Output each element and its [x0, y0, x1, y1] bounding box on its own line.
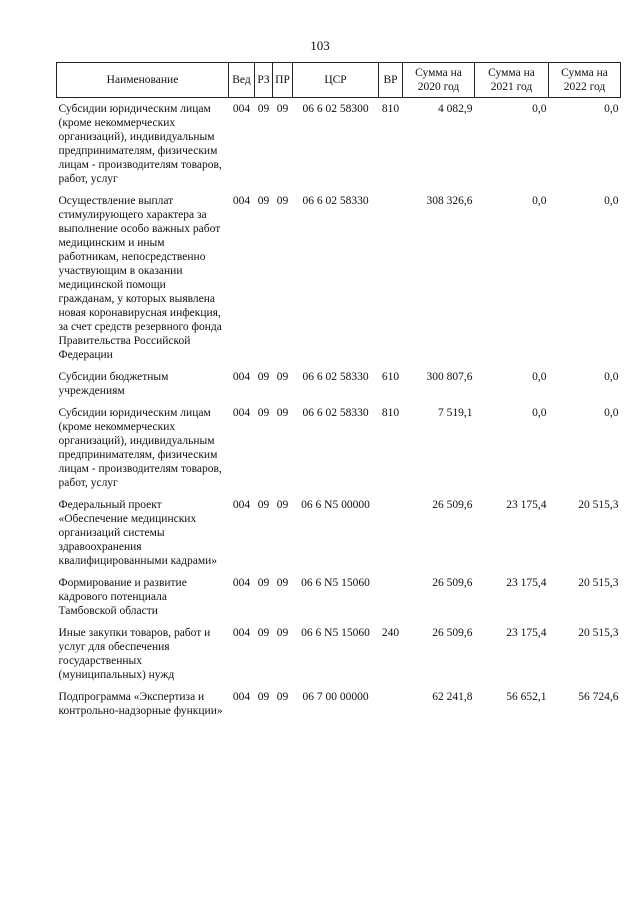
table-header-row	[57, 63, 621, 98]
cell-sum-2022: 0,0	[604, 371, 619, 383]
cell-vr: 610	[381, 371, 400, 383]
cell-sum-2021: 0,0	[532, 103, 547, 115]
cell-sum-2020: 4 082,9	[438, 103, 473, 115]
budget-table	[56, 62, 621, 722]
cell-ved: 004	[232, 103, 251, 115]
header-csr: ЦСР	[293, 63, 379, 98]
table-row	[57, 494, 621, 572]
cell-ved: 004	[232, 499, 251, 511]
cell-sum-2022: 20 515,3	[578, 499, 619, 511]
table-row	[57, 98, 621, 191]
table-row	[57, 366, 621, 402]
table-body	[57, 98, 621, 723]
cell-csr: 06 7 00 00000	[302, 691, 369, 703]
cell-ved: 004	[232, 371, 251, 383]
cell-name: Субсидии бюджетным учреждениям	[58, 371, 169, 397]
cell-csr: 06 6 N5 15060	[301, 577, 370, 589]
cell-sum-2021: 23 175,4	[506, 499, 547, 511]
header-name: Наименование	[57, 63, 229, 98]
cell-csr: 06 6 02 58330	[302, 371, 369, 383]
cell-name: Осуществление выплат стимулирующего характера за выполнение особо важных работ медицинским и иным работникам, непосредственно участвующим в оказании медицинской помощи гражданам, у которых выявлена новая коронавирусная инфекция, за счет средств резервного фонда Правительства Российской Федерации	[58, 195, 222, 361]
cell-sum-2022: 0,0	[604, 103, 619, 115]
table-row	[57, 402, 621, 494]
cell-rz: 09	[257, 407, 270, 419]
cell-csr: 06 6 02 58330	[302, 195, 369, 207]
cell-sum-2022: 0,0	[604, 407, 619, 419]
cell-vr	[379, 572, 403, 622]
cell-name: Федеральный проект «Обеспечение медицинских организаций системы здравоохранения квалифицированными кадрами»	[58, 499, 218, 567]
cell-pr: 09	[276, 499, 289, 511]
cell-sum-2022: 20 515,3	[578, 577, 619, 589]
cell-sum-2021: 0,0	[532, 195, 547, 207]
header-sum-2022: Сумма на 2022 год	[549, 63, 621, 98]
cell-rz: 09	[257, 103, 270, 115]
cell-pr: 09	[276, 371, 289, 383]
cell-name: Иные закупки товаров, работ и услуг для обеспечения государственных (муниципальных) нужд	[58, 627, 211, 681]
cell-ved: 004	[232, 195, 251, 207]
cell-sum-2021: 0,0	[532, 407, 547, 419]
cell-pr: 09	[276, 691, 289, 703]
table-row	[57, 572, 621, 622]
cell-sum-2020: 300 807,6	[426, 371, 473, 383]
cell-csr: 06 6 02 58300	[302, 103, 369, 115]
cell-pr: 09	[276, 103, 289, 115]
header-ved: Вед	[229, 63, 255, 98]
cell-vr: 810	[381, 103, 400, 115]
cell-pr: 09	[276, 577, 289, 589]
cell-sum-2021: 23 175,4	[506, 627, 547, 639]
header-sum-2020: Сумма на 2020 год	[403, 63, 475, 98]
cell-sum-2021: 56 652,1	[506, 691, 547, 703]
cell-sum-2022: 20 515,3	[578, 627, 619, 639]
header-sum-2021: Сумма на 2021 год	[475, 63, 549, 98]
cell-ved: 004	[232, 627, 251, 639]
table-row	[57, 190, 621, 366]
cell-sum-2020: 26 509,6	[432, 499, 473, 511]
cell-rz: 09	[257, 691, 270, 703]
cell-vr: 240	[381, 627, 400, 639]
cell-name: Субсидии юридическим лицам (кроме некоммерческих организаций), индивидуальным предпринимателям, физическим лицам - производителям товаров, работ, услуг	[58, 103, 222, 185]
table-row	[57, 686, 621, 722]
cell-rz: 09	[257, 371, 270, 383]
cell-csr: 06 6 02 58330	[302, 407, 369, 419]
cell-sum-2022: 56 724,6	[578, 691, 619, 703]
cell-sum-2021: 23 175,4	[506, 577, 547, 589]
cell-rz: 09	[257, 499, 270, 511]
cell-vr	[379, 686, 403, 722]
cell-ved: 004	[232, 577, 251, 589]
cell-rz: 09	[257, 577, 270, 589]
cell-csr: 06 6 N5 00000	[301, 499, 370, 511]
cell-vr	[379, 190, 403, 366]
cell-vr: 810	[381, 407, 400, 419]
cell-pr: 09	[276, 627, 289, 639]
cell-rz: 09	[257, 627, 270, 639]
cell-sum-2020: 62 241,8	[432, 691, 473, 703]
cell-sum-2020: 26 509,6	[432, 627, 473, 639]
cell-name: Подпрограмма «Экспертиза и контрольно-надзорные функции»	[58, 691, 223, 717]
cell-name: Субсидии юридическим лицам (кроме некоммерческих организаций), индивидуальным предпринимателям, физическим лицам - производителям товаров, работ, услуг	[58, 407, 222, 489]
cell-vr	[379, 494, 403, 572]
cell-sum-2020: 7 519,1	[438, 407, 473, 419]
cell-sum-2021: 0,0	[532, 371, 547, 383]
header-rz: РЗ	[255, 63, 273, 98]
cell-ved: 004	[232, 691, 251, 703]
cell-rz: 09	[257, 195, 270, 207]
cell-csr: 06 6 N5 15060	[301, 627, 370, 639]
cell-sum-2022: 0,0	[604, 195, 619, 207]
cell-pr: 09	[276, 407, 289, 419]
header-pr: ПР	[273, 63, 293, 98]
cell-ved: 004	[232, 407, 251, 419]
cell-sum-2020: 308 326,6	[426, 195, 473, 207]
table-row	[57, 622, 621, 686]
page-number: 103	[310, 38, 330, 53]
cell-pr: 09	[276, 195, 289, 207]
cell-sum-2020: 26 509,6	[432, 577, 473, 589]
cell-name: Формирование и развитие кадрового потенциала Тамбовской области	[58, 577, 187, 617]
header-vr: ВР	[379, 63, 403, 98]
